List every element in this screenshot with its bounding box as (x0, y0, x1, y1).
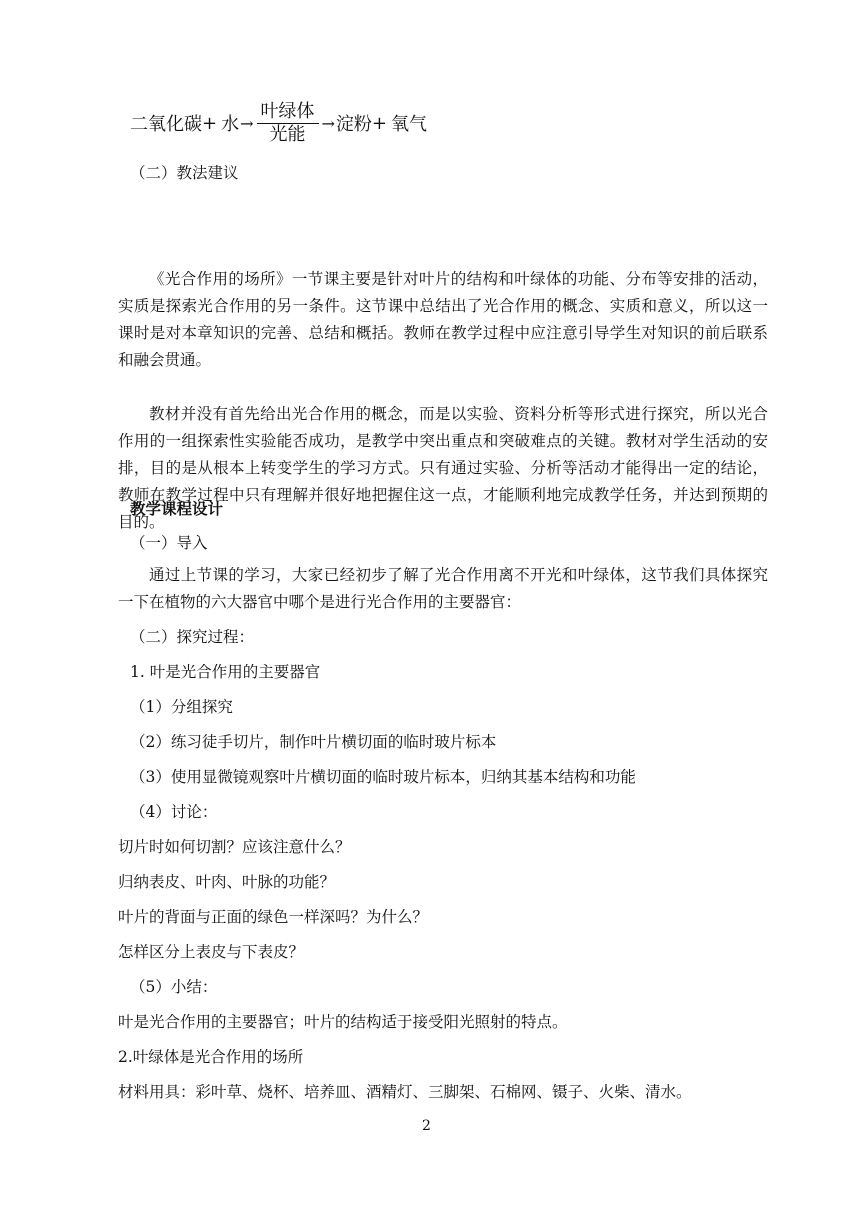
product-starch: 淀粉 (335, 114, 372, 135)
intro-paragraph: 通过上节课的学习，大家已经初步了解了光合作用离不开光和叶绿体，这节我们具体探究一下在植物的六大器官中哪个是进行光合作用的主要器官： (118, 566, 768, 611)
product-oxygen: 氧气 (391, 114, 427, 135)
page-number: 2 (422, 1118, 431, 1134)
plus-sign: + (202, 112, 218, 134)
process-heading: （二）探究过程： (130, 628, 255, 646)
condition-chloroplast: 叶绿体 (260, 100, 315, 122)
list-item: （5）小结： (130, 978, 218, 996)
discussion-question: 归纳表皮、叶肉、叶脉的功能？ (118, 873, 336, 891)
course-design-heading: 教学课程设计 (130, 499, 224, 518)
list-item: （3）使用显微镜观察叶片横切面的临时玻片标本，归纳其基本结构和功能 (130, 768, 636, 786)
discussion-question: 切片时如何切割？应该注意什么？ (118, 838, 351, 856)
discussion-question: 怎样区分上表皮与下表皮？ (118, 943, 305, 961)
reactant-co2: 二氧化碳 (130, 114, 202, 135)
list-item: 1. 叶是光合作用的主要器官 (130, 663, 321, 681)
discussion-question: 叶片的背面与正面的绿色一样深吗？为什么？ (118, 908, 429, 926)
intro-heading: （一）导入 (130, 534, 208, 552)
list-item: （4）讨论： (130, 803, 218, 821)
list-item: （2）练习徒手切片，制作叶片横切面的临时玻片标本 (130, 733, 497, 751)
arrow-icon: → (321, 113, 335, 133)
list-item: （1）分组探究 (130, 698, 233, 716)
paragraph-materials-approach: 教材并没有首先给出光合作用的概念，而是以实验、资料分析等形式进行探究，所以光合作用的一组探索性实验能否成功，是教学中突出重点和突破难点的关键。教材对学生活动的安排，目的是从根本上转变学生的学习方式。只有通过实验、分析等活动才能得出一定的结论，教师在教学过程中只有理解并很好地把握住这一点，才能顺利地完成教学任务，并达到预期的目的。 (118, 405, 768, 531)
reactant-water: 水 (221, 114, 240, 135)
arrow-icon: → (240, 113, 254, 133)
teaching-method-heading: （二）教法建议 (130, 164, 239, 182)
paragraph-lesson-summary: 《光合作用的场所》一节课主要是针对叶片的结构和叶绿体的功能、分布等安排的活动，实质是探索光合作用的另一条件。这节课中总结出了光合作用的概念、实质和意义，所以这一课时是对本章知识的完善、总结和概括。教师在教学过程中应注意引导学生对知识的前后联系和融会贯通。 (118, 270, 768, 369)
materials-text: 材料用具：彩叶草、烧杯、培养皿、酒精灯、三脚架、石棉网、镊子、火柴、清水。 (118, 1083, 692, 1101)
list-item: 2.叶绿体是光合作用的场所 (118, 1048, 304, 1066)
plus-sign: + (371, 112, 387, 134)
reaction-condition (257, 101, 319, 146)
condition-light: 光能 (269, 123, 306, 145)
photosynthesis-equation (130, 96, 427, 150)
summary-text: 叶是光合作用的主要器官；叶片的结构适于接受阳光照射的特点。 (118, 1013, 568, 1031)
